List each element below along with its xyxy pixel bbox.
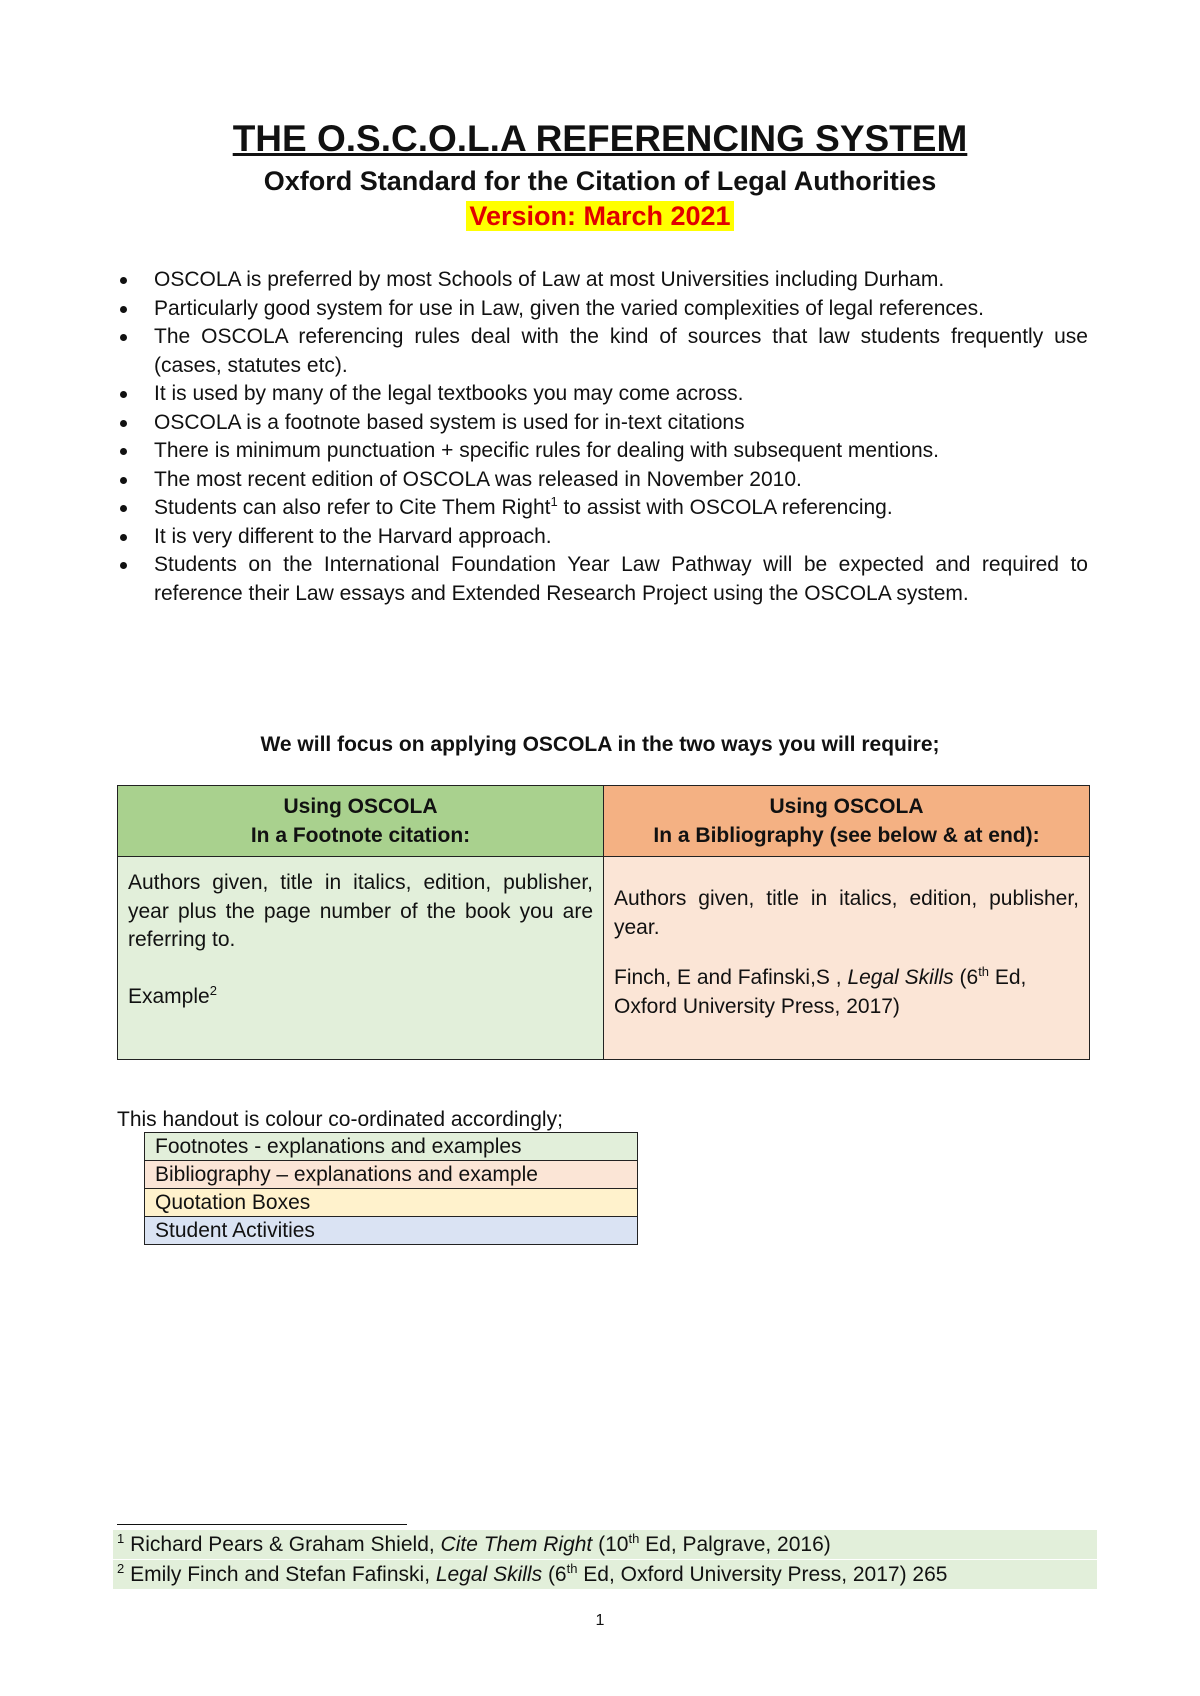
bullet-icon	[120, 391, 127, 398]
bullet-icon	[120, 277, 127, 284]
legend-footnotes: Footnotes - explanations and examples	[145, 1133, 638, 1161]
bullet-item: OSCOLA is a footnote based system is used for in-text citations	[118, 409, 1088, 438]
bibliography-column-header: Using OSCOLA In a Bibliography (see below & at end):	[604, 786, 1090, 857]
bullet-icon	[120, 448, 127, 455]
legend-student-activities: Student Activities	[145, 1217, 638, 1245]
bullet-item: There is minimum punctuation + specific rules for dealing with subsequent mentions.	[118, 437, 1088, 466]
bullet-icon	[120, 306, 127, 313]
bullet-item: The most recent edition of OSCOLA was released in November 2010.	[118, 466, 1088, 495]
bullet-item: It is used by many of the legal textbooks you may come across.	[118, 380, 1088, 409]
bullet-item: Particularly good system for use in Law, given the varied complexities of legal references.	[118, 295, 1088, 324]
bullet-item: Students on the International Foundation Year Law Pathway will be expected and required to reference their Law essays and Extended Research Project using the OSCOLA system.	[118, 551, 1088, 608]
focus-heading: We will focus on applying OSCOLA in the two ways you will require;	[260, 733, 940, 756]
footnote-1: $^1$ Richard Pears & Graham Shield, Cite Them Right (10th Ed, Palgrave, 2016)	[113, 1530, 1097, 1559]
version-line	[0, 201, 1200, 232]
footnote-example: Example$^2$	[128, 982, 217, 1008]
version-highlight: Version: March 2021	[466, 201, 733, 231]
bullet-icon	[120, 505, 127, 512]
document-title: THE O.S.C.O.L.A REFERENCING SYSTEM	[232, 118, 968, 159]
bullet-icon	[120, 534, 127, 541]
bullet-icon	[120, 562, 127, 569]
footnote-ref-1[interactable]: 1	[550, 494, 558, 509]
legend-quotation-boxes: Quotation Boxes	[145, 1189, 638, 1217]
page-number: 1	[595, 1612, 605, 1629]
bibliography-example: Finch, E and Fafinski,S , Legal Skills (6th Ed, Oxford University Press, 2017)	[614, 964, 1027, 1018]
bullet-icon	[120, 420, 127, 427]
footnote-ref-2[interactable]: 2	[209, 982, 217, 998]
colour-key-table	[144, 1132, 638, 1245]
bullet-item-cite-them-right: Students can also refer to Cite Them Right$^1$ to assist with OSCOLA referencing.	[118, 494, 1088, 523]
bullet-icon	[120, 477, 127, 484]
bullet-item: It is very different to the Harvard approach.	[118, 523, 1088, 552]
intro-bullet-list	[118, 266, 1088, 608]
footnote-description: Authors given, title in italics, edition, publisher, year plus the page number of the book you are referring to.	[128, 871, 593, 951]
footnote-separator	[117, 1524, 407, 1525]
footnote-column-header: Using OSCOLA In a Footnote citation:	[118, 786, 604, 857]
bibliography-description: Authors given, title in italics, edition, publisher, year.	[614, 887, 1079, 939]
document-subtitle: Oxford Standard for the Citation of Legal Authorities	[263, 166, 937, 196]
footnote-column-body	[118, 857, 604, 1060]
colour-key-intro: This handout is colour co-ordinated accordingly;	[117, 1108, 563, 1131]
legend-bibliography: Bibliography – explanations and example	[145, 1161, 638, 1189]
footnote-2: $^2$ Emily Finch and Stefan Fafinski, Legal Skills (6th Ed, Oxford University Press, 2017) 265	[113, 1560, 1097, 1589]
bibliography-column-body	[604, 857, 1090, 1060]
bullet-icon	[120, 334, 127, 341]
bullet-item: OSCOLA is preferred by most Schools of Law at most Universities including Durham.	[118, 266, 1088, 295]
bullet-item: The OSCOLA referencing rules deal with the kind of sources that law students frequently use (cases, statutes etc).	[118, 323, 1088, 380]
oscola-comparison-table	[117, 785, 1090, 1060]
